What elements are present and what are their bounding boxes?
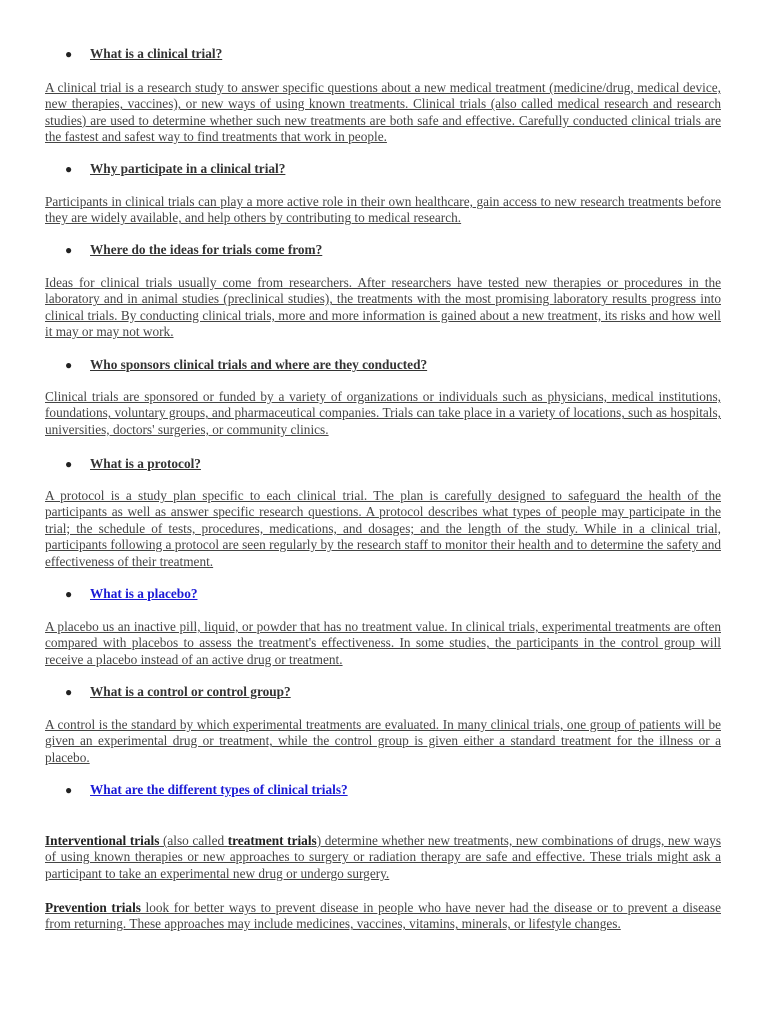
question-text: What is a control or control group?: [90, 684, 291, 699]
bullet-icon: ●: [65, 243, 73, 257]
prevention-text: look for better ways to prevent disease in people who have never had the disease or to prevent a disease from returning. These approaches may include medicines, vaccines, vitamins, minerals, or lifestyle changes.: [45, 900, 721, 932]
question-text: What is a protocol?: [90, 456, 201, 471]
answer-paragraph: Clinical trials are sponsored or funded by a variety of organizations or individuals such as physicians, medical institutions, foundations, voluntary groups, and pharmaceutical companies. Trials can take place in a variety of locations, such as hospitals, universities, doctors' surgeries, or community clinics.: [45, 389, 721, 437]
answer-paragraph: A protocol is a study plan specific to each clinical trial. The plan is carefully designed to safeguard the health of the participants as well as answer specific research questions. A protocol describes what types of people may participate in the trial; the schedule of tests, procedures, medications, and dosages; and the length of the study. While in a clinical trial, participants following a protocol are seen regularly by the research staff to monitor their health and to determine the safety and effectiveness of their treatment.: [45, 488, 721, 569]
bullet-icon: ●: [65, 162, 73, 176]
question-text: Who sponsors clinical trials and where are they conducted?: [90, 357, 428, 372]
bullet-icon: ●: [65, 685, 73, 699]
interventional-paragraph: [45, 833, 721, 882]
question-text: What is a clinical trial?: [90, 46, 223, 61]
bullet-icon: ●: [65, 47, 73, 61]
bullet-icon: ●: [65, 783, 73, 797]
treatment-term: treatment trials: [227, 833, 317, 848]
bullet-icon: ●: [65, 358, 73, 372]
question-text: Why participate in a clinical trial?: [90, 161, 286, 176]
prevention-term: Prevention trials: [45, 900, 141, 915]
interventional-text: ) determine whether new treatments, new combinations of drugs, new ways of using known therapies or new approaches to surgery or radiation therapy are safe and effective. These trials might ask a participant to take an experimental new drug or undergo surgery.: [45, 833, 721, 881]
answer-paragraph: A placebo us an inactive pill, liquid, or powder that has no treatment value. In clinical trials, experimental treatments are often compared with placebos to assess the treatment's effectiveness. In some studies, the participants in the control group will receive a placebo instead of an active drug or treatment.: [45, 619, 721, 667]
answer-paragraph: Participants in clinical trials can play a more active role in their own healthcare, gain access to new research treatments before they are widely available, and help others by contributing to medical research.: [45, 194, 721, 226]
answer-paragraph: Ideas for clinical trials usually come from researchers. After researchers have tested new therapies or procedures in the laboratory and in animal studies (preclinical studies), the treatments with the most promising laboratory results progress into clinical trials. By conducting clinical trials, more and more information is gained about a new treatment, its risks and how well it may or may not work.: [45, 275, 721, 340]
question-text: Where do the ideas for trials come from?: [90, 242, 323, 257]
interventional-term: Interventional trials: [45, 833, 160, 848]
placebo-link[interactable]: What is a placebo?: [90, 586, 198, 601]
answer-paragraph: A clinical trial is a research study to answer specific questions about a new medical treatment (medicine/drug, medical device, new therapies, vaccines), or new ways of using known treatments. Clinical trials (also called medical research and research studies) are used to determine whether such new treatments are both safe and effective. Carefully conducted clinical trials are the fastest and safest way to find treatments that work in people.: [45, 80, 721, 145]
answer-paragraph: A control is the standard by which experimental treatments are evaluated. In many clinical trials, one group of patients will be given an experimental drug or treatment, while the control group is given either a standard treatment for the illness or a placebo.: [45, 717, 721, 765]
bullet-icon: ●: [65, 587, 73, 601]
interventional-pre: (also called: [159, 833, 228, 848]
prevention-paragraph: [45, 900, 721, 933]
bullet-icon: ●: [65, 457, 73, 471]
trial-types-link[interactable]: What are the different types of clinical trials?: [90, 782, 348, 797]
